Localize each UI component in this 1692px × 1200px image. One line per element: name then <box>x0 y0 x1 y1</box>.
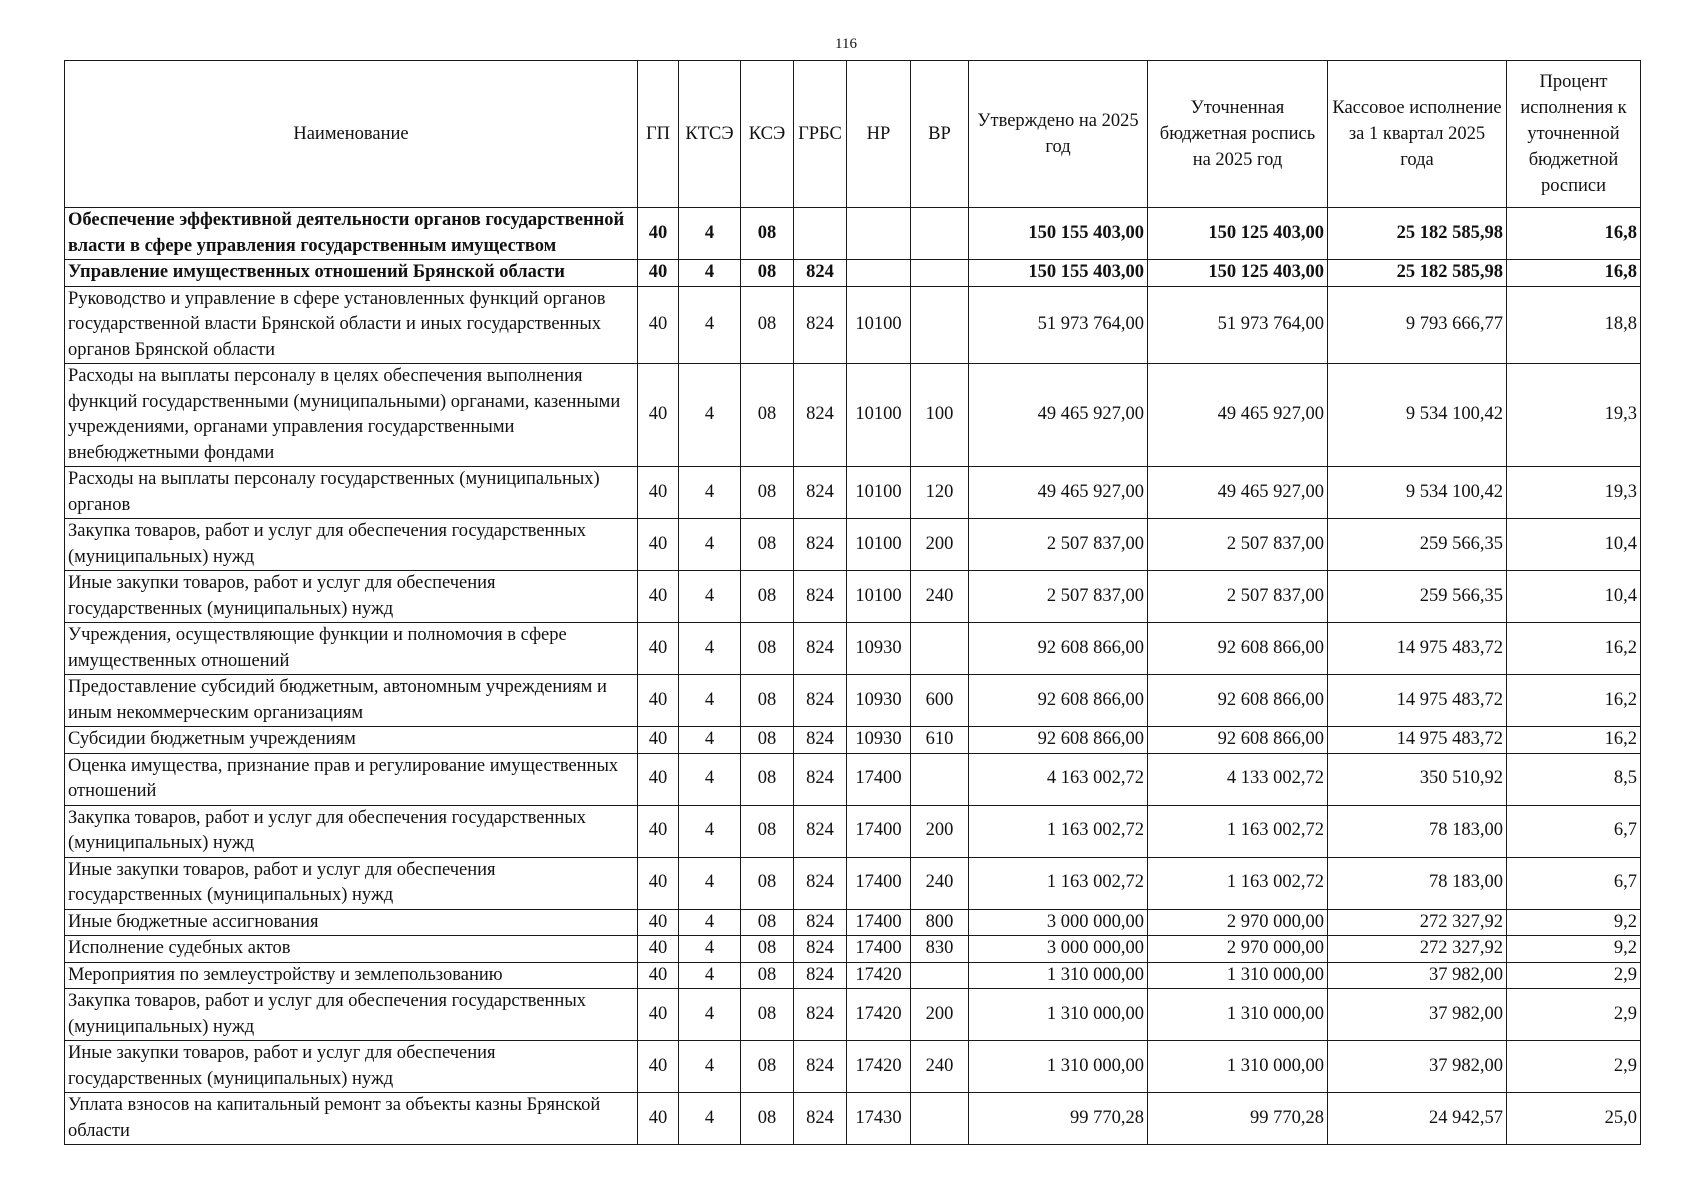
cell-ktse: 4 <box>679 989 741 1041</box>
cell-cash: 78 183,00 <box>1328 857 1507 909</box>
cell-approved: 49 465 927,00 <box>969 467 1148 519</box>
cell-refined: 2 970 000,00 <box>1148 909 1328 936</box>
cell-approved: 92 608 866,00 <box>969 623 1148 675</box>
cell-ktse: 4 <box>679 623 741 675</box>
cell-refined: 49 465 927,00 <box>1148 467 1328 519</box>
cell-percent: 16,2 <box>1507 727 1641 754</box>
cell-name: Субсидии бюджетным учреждениям <box>65 727 638 754</box>
cell-refined: 92 608 866,00 <box>1148 623 1328 675</box>
cell-percent: 19,3 <box>1507 467 1641 519</box>
cell-gp: 40 <box>638 571 679 623</box>
cell-name: Закупка товаров, работ и услуг для обеспечения государственных (муниципальных) нужд <box>65 805 638 857</box>
cell-ktse: 4 <box>679 857 741 909</box>
cell-cash: 14 975 483,72 <box>1328 623 1507 675</box>
cell-grbs: 824 <box>794 1093 847 1145</box>
table-row <box>65 753 1641 805</box>
cell-name: Расходы на выплаты персоналу в целях обеспечения выполнения функций государственными (муниципальными) органами, казенными учреждениями, органами управления государственными внебюджетными фондами <box>65 364 638 467</box>
cell-grbs: 824 <box>794 675 847 727</box>
cell-np: 17420 <box>847 962 911 989</box>
cell-grbs: 824 <box>794 805 847 857</box>
header-np: НР <box>847 61 911 208</box>
cell-kse: 08 <box>741 857 794 909</box>
cell-gp: 40 <box>638 519 679 571</box>
header-gp: ГП <box>638 61 679 208</box>
cell-vr: 830 <box>911 936 969 963</box>
cell-vr <box>911 286 969 364</box>
cell-approved: 1 163 002,72 <box>969 805 1148 857</box>
cell-refined: 2 507 837,00 <box>1148 571 1328 623</box>
cell-kse: 08 <box>741 962 794 989</box>
cell-gp: 40 <box>638 857 679 909</box>
cell-approved: 1 310 000,00 <box>969 962 1148 989</box>
cell-percent: 16,8 <box>1507 260 1641 287</box>
cell-name: Иные закупки товаров, работ и услуг для обеспечения государственных (муниципальных) нужд <box>65 857 638 909</box>
cell-percent: 16,2 <box>1507 675 1641 727</box>
cell-cash: 272 327,92 <box>1328 936 1507 963</box>
cell-cash: 14 975 483,72 <box>1328 675 1507 727</box>
header-approved: Утверждено на 2025 год <box>969 61 1148 208</box>
cell-np: 17420 <box>847 989 911 1041</box>
cell-cash: 350 510,92 <box>1328 753 1507 805</box>
cell-grbs: 824 <box>794 571 847 623</box>
cell-kse: 08 <box>741 936 794 963</box>
cell-refined: 4 133 002,72 <box>1148 753 1328 805</box>
table-row <box>65 805 1641 857</box>
cell-np: 10100 <box>847 467 911 519</box>
cell-grbs: 824 <box>794 467 847 519</box>
cell-ktse: 4 <box>679 571 741 623</box>
cell-name: Мероприятия по землеустройству и землепользованию <box>65 962 638 989</box>
cell-gp: 40 <box>638 675 679 727</box>
cell-kse: 08 <box>741 519 794 571</box>
cell-kse: 08 <box>741 1093 794 1145</box>
cell-grbs: 824 <box>794 962 847 989</box>
cell-percent: 8,5 <box>1507 753 1641 805</box>
cell-grbs: 824 <box>794 260 847 287</box>
cell-grbs: 824 <box>794 989 847 1041</box>
cell-ktse: 4 <box>679 1041 741 1093</box>
cell-percent: 6,7 <box>1507 857 1641 909</box>
cell-kse: 08 <box>741 364 794 467</box>
cell-name: Учреждения, осуществляющие функции и полномочия в сфере имущественных отношений <box>65 623 638 675</box>
cell-kse: 08 <box>741 1041 794 1093</box>
table-row <box>65 364 1641 467</box>
cell-kse: 08 <box>741 909 794 936</box>
cell-cash: 14 975 483,72 <box>1328 727 1507 754</box>
cell-approved: 2 507 837,00 <box>969 571 1148 623</box>
cell-percent: 10,4 <box>1507 571 1641 623</box>
cell-refined: 2 970 000,00 <box>1148 936 1328 963</box>
cell-refined: 51 973 764,00 <box>1148 286 1328 364</box>
cell-np: 17400 <box>847 753 911 805</box>
cell-percent: 19,3 <box>1507 364 1641 467</box>
cell-np: 17400 <box>847 805 911 857</box>
cell-name: Уплата взносов на капитальный ремонт за объекты казны Брянской области <box>65 1093 638 1145</box>
cell-vr: 240 <box>911 1041 969 1093</box>
page-number: 116 <box>835 36 857 52</box>
cell-approved: 3 000 000,00 <box>969 936 1148 963</box>
cell-np: 10930 <box>847 727 911 754</box>
table-row <box>65 1093 1641 1145</box>
cell-name: Управление имущественных отношений Брянской области <box>65 260 638 287</box>
cell-approved: 150 155 403,00 <box>969 260 1148 287</box>
cell-ktse: 4 <box>679 260 741 287</box>
cell-approved: 51 973 764,00 <box>969 286 1148 364</box>
cell-vr: 600 <box>911 675 969 727</box>
cell-name: Закупка товаров, работ и услуг для обеспечения государственных (муниципальных) нужд <box>65 519 638 571</box>
cell-grbs: 824 <box>794 857 847 909</box>
cell-ktse: 4 <box>679 1093 741 1145</box>
table-row <box>65 1041 1641 1093</box>
cell-grbs: 824 <box>794 519 847 571</box>
cell-cash: 9 534 100,42 <box>1328 467 1507 519</box>
cell-approved: 92 608 866,00 <box>969 675 1148 727</box>
cell-approved: 99 770,28 <box>969 1093 1148 1145</box>
cell-vr: 200 <box>911 805 969 857</box>
cell-kse: 08 <box>741 208 794 260</box>
cell-percent: 16,2 <box>1507 623 1641 675</box>
cell-gp: 40 <box>638 909 679 936</box>
cell-vr: 200 <box>911 519 969 571</box>
cell-percent: 16,8 <box>1507 208 1641 260</box>
table-row <box>65 962 1641 989</box>
cell-gp: 40 <box>638 286 679 364</box>
cell-np: 17430 <box>847 1093 911 1145</box>
cell-grbs: 824 <box>794 1041 847 1093</box>
table-row <box>65 519 1641 571</box>
header-percent: Процент исполнения к уточненной бюджетной росписи <box>1507 61 1641 208</box>
cell-cash: 24 942,57 <box>1328 1093 1507 1145</box>
table-row <box>65 208 1641 260</box>
cell-grbs <box>794 208 847 260</box>
cell-percent: 10,4 <box>1507 519 1641 571</box>
budget-execution-table <box>64 60 1641 1145</box>
cell-gp: 40 <box>638 805 679 857</box>
header-grbs: ГРБС <box>794 61 847 208</box>
cell-approved: 4 163 002,72 <box>969 753 1148 805</box>
cell-gp: 40 <box>638 989 679 1041</box>
cell-refined: 2 507 837,00 <box>1148 519 1328 571</box>
cell-cash: 78 183,00 <box>1328 805 1507 857</box>
cell-ktse: 4 <box>679 208 741 260</box>
cell-approved: 1 310 000,00 <box>969 1041 1148 1093</box>
cell-grbs: 824 <box>794 753 847 805</box>
cell-ktse: 4 <box>679 727 741 754</box>
cell-refined: 1 310 000,00 <box>1148 989 1328 1041</box>
cell-ktse: 4 <box>679 286 741 364</box>
cell-vr: 120 <box>911 467 969 519</box>
cell-kse: 08 <box>741 727 794 754</box>
cell-refined: 1 163 002,72 <box>1148 805 1328 857</box>
cell-name: Расходы на выплаты персоналу государственных (муниципальных) органов <box>65 467 638 519</box>
cell-name: Руководство и управление в сфере установленных функций органов государственной власти Брянской области и иных государственных органов Брянской области <box>65 286 638 364</box>
cell-name: Исполнение судебных актов <box>65 936 638 963</box>
cell-percent: 2,9 <box>1507 962 1641 989</box>
cell-cash: 37 982,00 <box>1328 962 1507 989</box>
cell-ktse: 4 <box>679 936 741 963</box>
cell-gp: 40 <box>638 936 679 963</box>
header-vr: ВР <box>911 61 969 208</box>
cell-cash: 37 982,00 <box>1328 989 1507 1041</box>
table-row <box>65 571 1641 623</box>
cell-gp: 40 <box>638 962 679 989</box>
cell-vr: 200 <box>911 989 969 1041</box>
cell-gp: 40 <box>638 260 679 287</box>
cell-refined: 150 125 403,00 <box>1148 260 1328 287</box>
cell-kse: 08 <box>741 989 794 1041</box>
cell-kse: 08 <box>741 805 794 857</box>
cell-grbs: 824 <box>794 623 847 675</box>
table-row <box>65 467 1641 519</box>
cell-ktse: 4 <box>679 364 741 467</box>
cell-percent: 6,7 <box>1507 805 1641 857</box>
cell-np: 17400 <box>847 936 911 963</box>
cell-ktse: 4 <box>679 519 741 571</box>
table-row <box>65 989 1641 1041</box>
table-row <box>65 936 1641 963</box>
cell-approved: 2 507 837,00 <box>969 519 1148 571</box>
cell-cash: 272 327,92 <box>1328 909 1507 936</box>
cell-name: Иные бюджетные ассигнования <box>65 909 638 936</box>
cell-np <box>847 208 911 260</box>
cell-gp: 40 <box>638 727 679 754</box>
cell-refined: 49 465 927,00 <box>1148 364 1328 467</box>
cell-grbs: 824 <box>794 936 847 963</box>
cell-vr: 800 <box>911 909 969 936</box>
cell-approved: 1 310 000,00 <box>969 989 1148 1041</box>
cell-refined: 1 310 000,00 <box>1148 962 1328 989</box>
table-header-row <box>65 61 1641 208</box>
cell-np: 10930 <box>847 675 911 727</box>
header-cash: Кассовое исполнение за 1 квартал 2025 года <box>1328 61 1507 208</box>
table-row <box>65 286 1641 364</box>
cell-ktse: 4 <box>679 909 741 936</box>
cell-percent: 2,9 <box>1507 989 1641 1041</box>
cell-ktse: 4 <box>679 675 741 727</box>
cell-gp: 40 <box>638 1041 679 1093</box>
cell-cash: 25 182 585,98 <box>1328 260 1507 287</box>
cell-grbs: 824 <box>794 909 847 936</box>
cell-kse: 08 <box>741 571 794 623</box>
cell-name: Закупка товаров, работ и услуг для обеспечения государственных (муниципальных) нужд <box>65 989 638 1041</box>
table-row <box>65 909 1641 936</box>
table-row <box>65 857 1641 909</box>
cell-kse: 08 <box>741 675 794 727</box>
cell-refined: 150 125 403,00 <box>1148 208 1328 260</box>
header-ktse: КТСЭ <box>679 61 741 208</box>
cell-np <box>847 260 911 287</box>
cell-cash: 259 566,35 <box>1328 571 1507 623</box>
cell-refined: 1 310 000,00 <box>1148 1041 1328 1093</box>
cell-gp: 40 <box>638 623 679 675</box>
cell-vr <box>911 623 969 675</box>
cell-gp: 40 <box>638 208 679 260</box>
cell-name: Обеспечение эффективной деятельности органов государственной власти в сфере управления государственным имуществом <box>65 208 638 260</box>
cell-name: Оценка имущества, признание прав и регулирование имущественных отношений <box>65 753 638 805</box>
table-row <box>65 623 1641 675</box>
header-refined: Уточненная бюджетная роспись на 2025 год <box>1148 61 1328 208</box>
cell-kse: 08 <box>741 623 794 675</box>
cell-vr: 240 <box>911 571 969 623</box>
cell-np: 10100 <box>847 286 911 364</box>
cell-vr <box>911 753 969 805</box>
cell-cash: 37 982,00 <box>1328 1041 1507 1093</box>
cell-grbs: 824 <box>794 364 847 467</box>
cell-approved: 49 465 927,00 <box>969 364 1148 467</box>
cell-ktse: 4 <box>679 753 741 805</box>
cell-np: 10930 <box>847 623 911 675</box>
cell-refined: 92 608 866,00 <box>1148 675 1328 727</box>
cell-cash: 259 566,35 <box>1328 519 1507 571</box>
cell-cash: 9 534 100,42 <box>1328 364 1507 467</box>
cell-percent: 2,9 <box>1507 1041 1641 1093</box>
cell-kse: 08 <box>741 260 794 287</box>
table-row <box>65 260 1641 287</box>
cell-approved: 92 608 866,00 <box>969 727 1148 754</box>
cell-percent: 9,2 <box>1507 909 1641 936</box>
cell-name: Иные закупки товаров, работ и услуг для обеспечения государственных (муниципальных) нужд <box>65 1041 638 1093</box>
cell-vr: 240 <box>911 857 969 909</box>
cell-np: 10100 <box>847 519 911 571</box>
cell-grbs: 824 <box>794 286 847 364</box>
cell-vr <box>911 260 969 287</box>
cell-kse: 08 <box>741 467 794 519</box>
cell-vr <box>911 962 969 989</box>
cell-vr: 610 <box>911 727 969 754</box>
cell-gp: 40 <box>638 364 679 467</box>
cell-np: 10100 <box>847 364 911 467</box>
cell-percent: 9,2 <box>1507 936 1641 963</box>
cell-kse: 08 <box>741 286 794 364</box>
cell-vr <box>911 1093 969 1145</box>
cell-ktse: 4 <box>679 467 741 519</box>
cell-cash: 9 793 666,77 <box>1328 286 1507 364</box>
cell-np: 17400 <box>847 909 911 936</box>
cell-grbs: 824 <box>794 727 847 754</box>
cell-name: Иные закупки товаров, работ и услуг для обеспечения государственных (муниципальных) нужд <box>65 571 638 623</box>
cell-vr: 100 <box>911 364 969 467</box>
table-body <box>65 208 1641 1145</box>
cell-ktse: 4 <box>679 962 741 989</box>
cell-refined: 92 608 866,00 <box>1148 727 1328 754</box>
header-name: Наименование <box>65 61 638 208</box>
table-row <box>65 727 1641 754</box>
cell-gp: 40 <box>638 467 679 519</box>
table-row <box>65 675 1641 727</box>
cell-percent: 25,0 <box>1507 1093 1641 1145</box>
cell-gp: 40 <box>638 1093 679 1145</box>
cell-refined: 1 163 002,72 <box>1148 857 1328 909</box>
cell-ktse: 4 <box>679 805 741 857</box>
cell-np: 17420 <box>847 1041 911 1093</box>
cell-approved: 3 000 000,00 <box>969 909 1148 936</box>
cell-percent: 18,8 <box>1507 286 1641 364</box>
cell-name: Предоставление субсидий бюджетным, автономным учреждениям и иным некоммерческим организациям <box>65 675 638 727</box>
cell-refined: 99 770,28 <box>1148 1093 1328 1145</box>
header-kse: КСЭ <box>741 61 794 208</box>
cell-cash: 25 182 585,98 <box>1328 208 1507 260</box>
cell-approved: 150 155 403,00 <box>969 208 1148 260</box>
cell-approved: 1 163 002,72 <box>969 857 1148 909</box>
cell-np: 10100 <box>847 571 911 623</box>
cell-np: 17400 <box>847 857 911 909</box>
cell-kse: 08 <box>741 753 794 805</box>
cell-gp: 40 <box>638 753 679 805</box>
cell-vr <box>911 208 969 260</box>
